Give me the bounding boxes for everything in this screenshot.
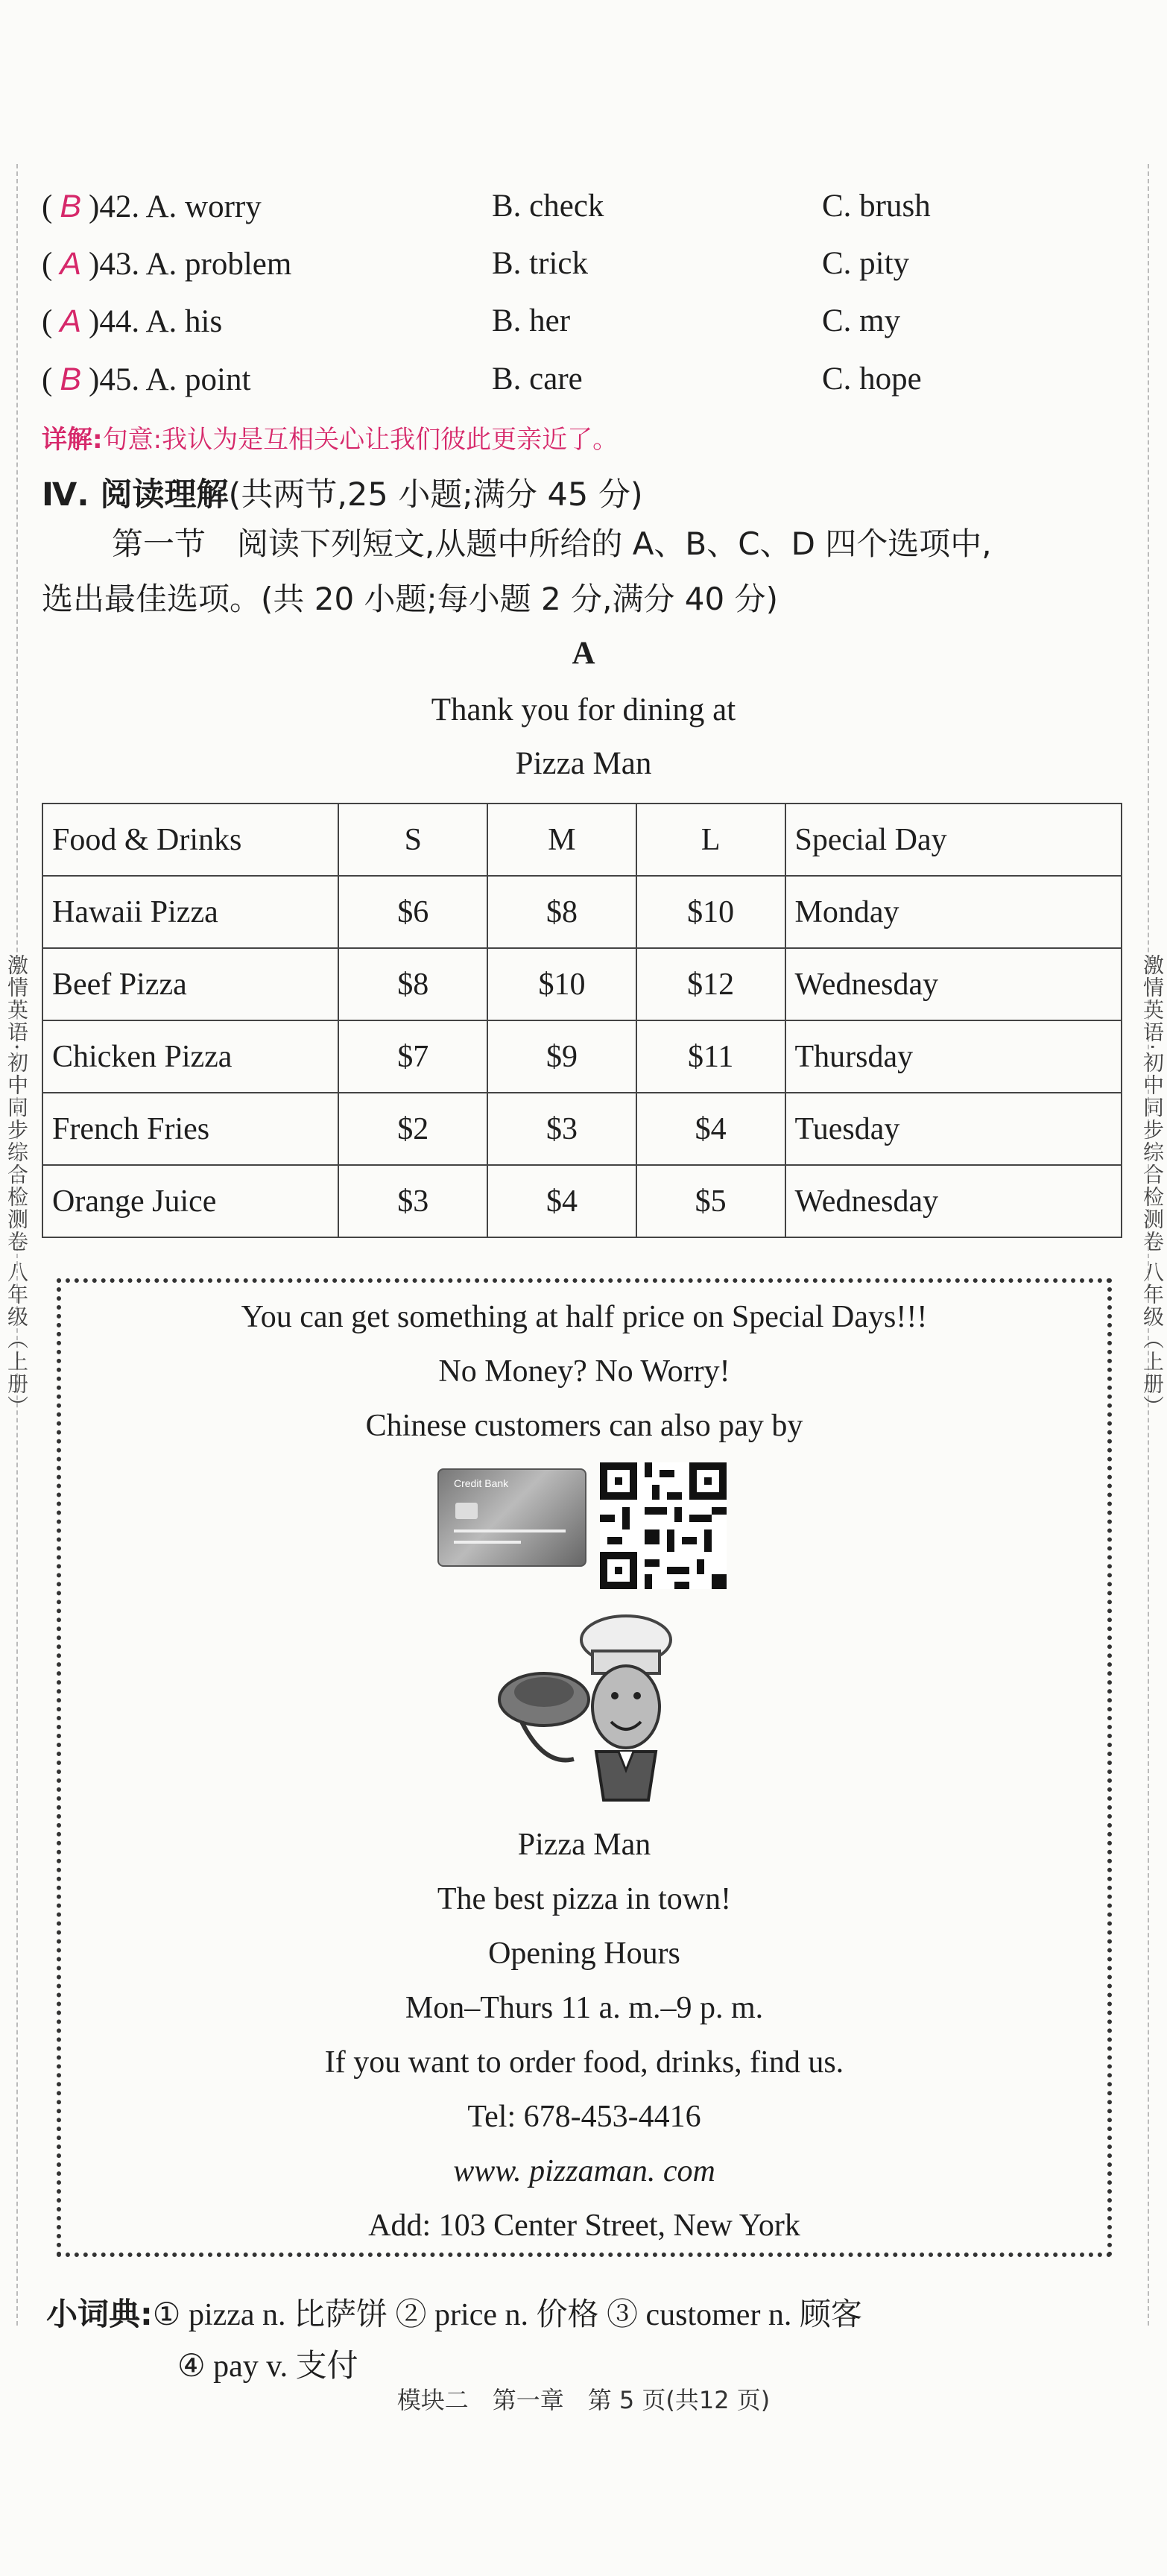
intro-line-1: Thank you for dining at bbox=[431, 692, 736, 727]
table-cell: $12 bbox=[636, 948, 785, 1020]
table-row bbox=[42, 1165, 1122, 1237]
ad-half-price: You can get something at half price on Special Days!!! bbox=[241, 1300, 928, 1334]
table-header-row bbox=[42, 804, 1122, 876]
table-cell: $10 bbox=[487, 948, 636, 1020]
option-a: 45. A. point bbox=[99, 362, 251, 397]
table-row bbox=[42, 1093, 1122, 1165]
option-b: B. care bbox=[492, 362, 583, 397]
passage-letter: A bbox=[572, 636, 595, 671]
option-c: C. hope bbox=[822, 362, 922, 397]
question-43: ( A )43. A. problem bbox=[42, 246, 292, 282]
ad-restaurant-name: Pizza Man bbox=[517, 1828, 651, 1862]
table-cell: $5 bbox=[636, 1165, 785, 1237]
option-b: B. trick bbox=[492, 246, 588, 281]
ad-hours-title: Opening Hours bbox=[488, 1936, 680, 1971]
option-a: 42. A. worry bbox=[99, 189, 262, 224]
table-cell: Chicken Pizza bbox=[42, 1020, 338, 1093]
section-note: (共两节,25 小题;满分 45 分) bbox=[228, 476, 643, 514]
table-row bbox=[42, 948, 1122, 1020]
option-c: C. my bbox=[822, 303, 901, 338]
table-cell: Monday bbox=[785, 876, 1122, 948]
ad-website: www. pizzaman. com bbox=[453, 2154, 715, 2188]
table-cell: Beef Pizza bbox=[42, 948, 338, 1020]
right-sidebar-text: 激情英语·初中同步综合检测卷 八年级（上册） bbox=[1140, 954, 1165, 1418]
question-42: ( B )42. A. worry bbox=[42, 189, 262, 224]
table-cell: Hawaii Pizza bbox=[42, 876, 338, 948]
table-cell: $4 bbox=[487, 1165, 636, 1237]
option-a: 43. A. problem bbox=[99, 247, 292, 282]
ad-address: Add: 103 Center Street, New York bbox=[368, 2209, 800, 2243]
section-title: Ⅳ. 阅读理解 bbox=[42, 476, 229, 514]
ad-slogan: The best pizza in town! bbox=[437, 1882, 732, 1916]
table-cell: $9 bbox=[487, 1020, 636, 1093]
left-sidebar-text: 激情英语·初中同步综合检测卷 八年级（上册） bbox=[4, 954, 29, 1418]
table-cell: $2 bbox=[338, 1093, 487, 1165]
page-footer: 模块二 第一章 第 5 页(共12 页) bbox=[396, 2386, 771, 2414]
answer: A bbox=[60, 246, 82, 282]
ad-telephone: Tel: 678-453-4416 bbox=[467, 2100, 701, 2134]
ad-pay-by: Chinese customers can also pay by bbox=[365, 1409, 803, 1443]
table-cell: French Fries bbox=[42, 1093, 338, 1165]
qr-code-icon bbox=[600, 1462, 727, 1589]
answer: B bbox=[60, 362, 82, 397]
explanation-text: 句意:我认为是互相关心让我们彼此更亲近了。 bbox=[102, 425, 619, 455]
dictionary-label: 小词典: bbox=[46, 2296, 153, 2332]
explanation bbox=[42, 419, 618, 455]
header-cell: Special Day bbox=[785, 804, 1122, 876]
table-cell: Orange Juice bbox=[42, 1165, 338, 1237]
question-45: ( B )45. A. point bbox=[42, 362, 251, 397]
table-cell: $8 bbox=[487, 876, 636, 948]
answer: B bbox=[60, 189, 82, 224]
table-cell: $10 bbox=[636, 876, 785, 948]
option-c: C. brush bbox=[822, 189, 931, 224]
dictionary-line-1: ① pizza n. 比萨饼 ② price n. 价格 ③ customer n. 顾客 bbox=[152, 2298, 862, 2332]
table-cell: Thursday bbox=[785, 1020, 1122, 1093]
table-cell: $7 bbox=[338, 1020, 487, 1093]
ad-hours: Mon–Thurs 11 a. m.–9 p. m. bbox=[405, 1991, 764, 2025]
table-row bbox=[42, 1020, 1122, 1093]
question-44: ( A )44. A. his bbox=[42, 303, 223, 339]
table-cell: Wednesday bbox=[785, 1165, 1122, 1237]
option-b: B. her bbox=[492, 303, 571, 338]
header-cell: S bbox=[338, 804, 487, 876]
ad-order: If you want to order food, drinks, find us. bbox=[324, 2045, 844, 2080]
option-c: C. pity bbox=[822, 246, 910, 281]
table-cell: $3 bbox=[338, 1165, 487, 1237]
explanation-label: 详解: bbox=[42, 425, 103, 455]
ad-no-money: No Money? No Worry! bbox=[438, 1354, 730, 1389]
table-cell: $6 bbox=[338, 876, 487, 948]
option-b: B. check bbox=[492, 189, 604, 224]
table-cell: Wednesday bbox=[785, 948, 1122, 1020]
credit-card-icon bbox=[437, 1468, 586, 1567]
option-a: 44. A. his bbox=[99, 304, 223, 339]
card-bank-text: Credit Bank bbox=[454, 1477, 509, 1489]
dictionary-line-2: ④ pay v. 支付 bbox=[177, 2349, 358, 2384]
header-cell: M bbox=[487, 804, 636, 876]
header-cell: Food & Drinks bbox=[42, 804, 338, 876]
chef-illustration bbox=[492, 1610, 678, 1804]
table-cell: Tuesday bbox=[785, 1093, 1122, 1165]
dictionary bbox=[46, 2288, 862, 2341]
menu-table bbox=[42, 803, 1122, 1238]
answer: A bbox=[60, 303, 82, 339]
table-cell: $8 bbox=[338, 948, 487, 1020]
table-cell: $3 bbox=[487, 1093, 636, 1165]
section-heading bbox=[42, 470, 643, 515]
instruction-line-2: 选出最佳选项。(共 20 小题;每小题 2 分,满分 40 分) bbox=[42, 581, 778, 617]
table-row bbox=[42, 876, 1122, 948]
table-cell: $4 bbox=[636, 1093, 785, 1165]
table-cell: $11 bbox=[636, 1020, 785, 1093]
instruction-line-1: 第一节 阅读下列短文,从题中所给的 A、B、C、D 四个选项中, bbox=[112, 525, 992, 562]
header-cell: L bbox=[636, 804, 785, 876]
intro-line-2: Pizza Man bbox=[515, 746, 652, 781]
